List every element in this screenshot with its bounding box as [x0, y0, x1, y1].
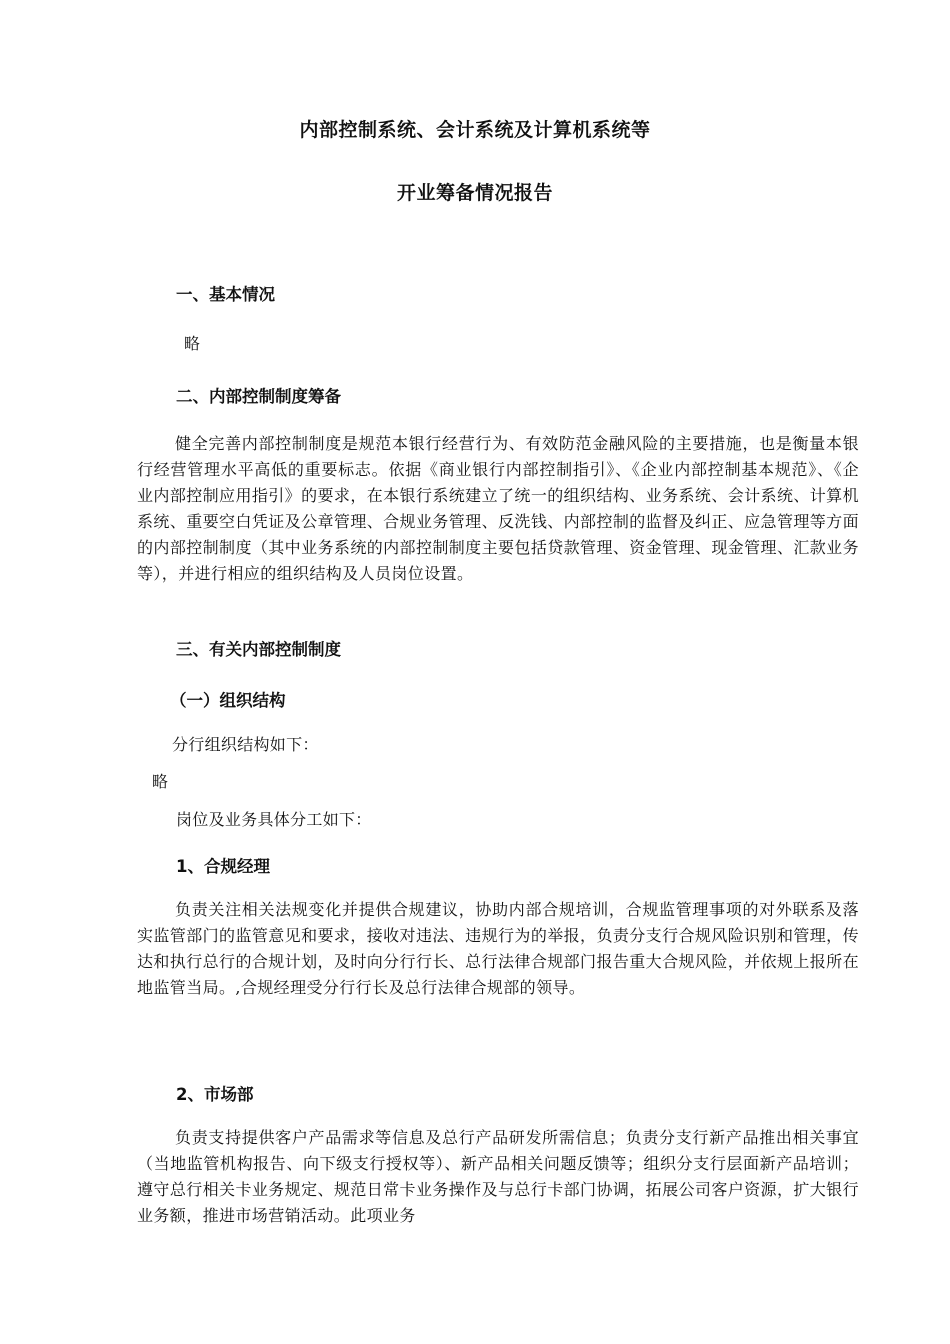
- item-1-paragraph: 负责关注相关法规变化并提供合规建议，协助内部合规培训，合规监管理事项的对外联系及落实监管部门的监管意见和要求，接收对违法、违规行为的举报，负责分支行合规风险识别和管理，传达和执行总行的合规计划，及时向分行行长、总行法律合规部门报告重大合规风险，并依规上报所在地监管当局。,合规经理受分行行长及总行法律合规部的领导。: [137, 900, 859, 997]
- section-1-body: 略: [184, 334, 201, 353]
- item-2-heading: 2、市场部: [176, 1085, 254, 1104]
- item-2-paragraph: 负责支持提供客户产品需求等信息及总行产品研发所需信息；负责分支行新产品推出相关事宜（当地监管机构报告、向下级支行授权等）、新产品相关问题反馈等；组织分支行层面新产品培训；遵守总行相关卡业务规定、规范日常卡业务操作及与总行卡部门协调，拓展公司客户资源，扩大银行业务额，推进市场营销活动。此项业务: [137, 1128, 859, 1225]
- item-1-heading: 1、合规经理: [176, 857, 270, 876]
- document-title-line-1: 内部控制系统、会计系统及计算机系统等: [299, 119, 651, 141]
- section-2-paragraph: 健全完善内部控制制度是规范本银行经营行为、有效防范金融风险的主要措施，也是衡量本银行经营管理水平高低的重要标志。依据《商业银行内部控制指引》、《企业内部控制基本规范》、《企业内部控制应用指引》的要求，在本银行系统建立了统一的组织结构、业务系统、会计系统、计算机系统、重要空白凭证及公章管理、合规业务管理、反洗钱、内部控制的监督及纠正、应急管理等方面的内部控制制度（其中业务系统的内部控制制度主要包括贷款管理、资金管理、现金管理、汇款业务等），并进行相应的组织结构及人员岗位设置。: [137, 434, 859, 583]
- document-title-line-2: 开业筹备情况报告: [396, 182, 553, 204]
- section-3-heading: 三、有关内部控制制度: [176, 640, 341, 659]
- section-2-heading: 二、内部控制制度筹备: [176, 387, 341, 406]
- section-1-heading: 一、基本情况: [176, 285, 275, 304]
- org-structure-intro: 分行组织结构如下：: [172, 735, 319, 754]
- duty-intro: 岗位及业务具体分工如下：: [176, 810, 372, 829]
- subsection-1-heading: （一）组织结构: [170, 691, 286, 710]
- org-structure-body: 略: [152, 772, 169, 791]
